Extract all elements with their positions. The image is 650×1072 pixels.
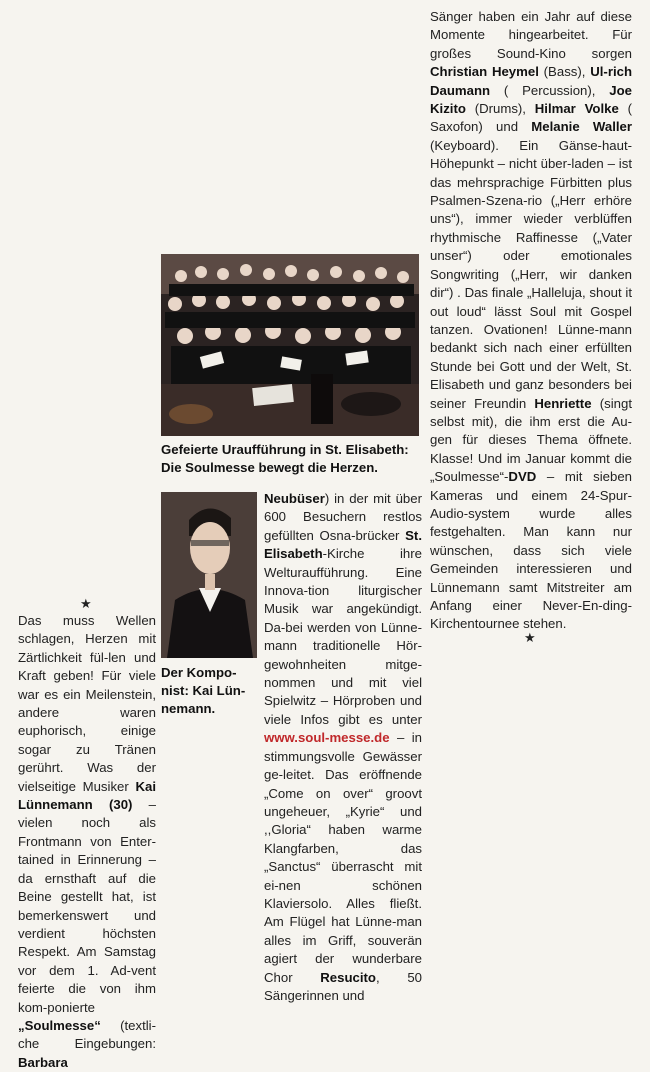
body-text: Sänger haben ein Jahr auf diese Momente hingearbeitet. Für großes Sound-Kino sorgen (430, 9, 632, 61)
body-text: ( Percussion), (490, 82, 610, 98)
person-name: Kai Lünnemann (30) (18, 778, 156, 813)
composer-photo-caption: Der Kompo-nist: Kai Lün-nemann. (161, 665, 246, 716)
article-column-middle (264, 490, 422, 1005)
choir-name: Resucito (320, 969, 376, 985)
person-name: Melanie Waller (531, 119, 632, 135)
composer-photo (161, 492, 257, 658)
body-text: , 50 Sängerinnen und (264, 969, 423, 1003)
person-name: Hilmar Volke (534, 101, 619, 117)
body-text: (Drums), (465, 101, 535, 117)
person-name: Christian Heymel (430, 64, 539, 80)
work-title: „Soulmesse“ (18, 1017, 101, 1033)
body-text: (Keyboard). Ein Gänse-haut-Höhepunkt – nicht über-laden – ist das mehrsprachige Fürbitten plus Psalmen-Szena-rio („Herr erhöre uns“), immer wieder verblüffen rhythmische Raffinesse („Vater unser“) oder emotionales Songwriting („Herr, wir danken dir“) . Das finale „Halleluja, shout it out loud“ lässt Soul mit Gospel tanzen. Ovationen! Lünne-mann bedankt sich nach einer erfüllten Stunde bei Gott und der Welt, St. Elisabeth und ganz besonders bei seiner Freundin (430, 137, 632, 411)
body-text: Das muss Wellen schlagen, Herzen mit Zärtlichkeit fül-len und Kraft geben! Für viele war es ein Meilenstein, andere waren euphorisch, einige sogar zu Tränen gerührt. Was der vielseitige Musiker (18, 613, 156, 794)
body-text: – vielen noch als Frontmann von Enter-tained in Erinnerung – da ernsthaft auf die Beine gestellt hat, ist bemerkenswert und verdient höchsten Respekt. Am Samstag vor dem 1. Ad-vent feierte die von ihm kom-ponierte (18, 797, 156, 1015)
star-ornament-top: ★ (80, 596, 92, 611)
choir-photo-caption: Gefeierte Uraufführung in St. Elisabeth: Die Soulmesse bewegt die Herzen. (161, 442, 409, 475)
person-name: Joe Kizito (430, 82, 632, 117)
body-text: ( Saxofon) und (430, 101, 632, 135)
body-text: (textli-che Eingebungen: (18, 1017, 156, 1052)
body-text: – mit sieben Kameras und einem 24-Spur-Audio-system wurde alles festgehalten. Man kann nur wünschen, dass sich viele Gemeinden interessieren und Lünnemann samt Mitstreiter am Anfang einer Never-En-ding-Kirchentournee stehen. (430, 469, 632, 632)
article-column-left (18, 612, 156, 1072)
body-text: – in stimmungsvolle Gewässer ge-leitet. Das eröffnende „Come on over“ groovt ungeheuer, „Kyrie“ und ,,Gloria“ haben warme Klangfarben, das „Sanctus“ überrascht mit ei-nen schönen Klaviersolo. Alles fließt. Am Flügel hat Lünne-man alles im Griff, souverän agiert der wunderbare Chor (264, 730, 422, 985)
person-name: Neubüser (264, 491, 325, 506)
place-name: St. Elisabeth (264, 527, 422, 562)
star-ornament-end: ★ (524, 630, 536, 645)
article-column-right (430, 8, 632, 634)
person-name: Henriette (534, 395, 592, 411)
choir-photo (161, 254, 419, 436)
product-name: DVD (508, 469, 537, 485)
body-text: (singt selbst mit), die ihm erst die Au-gen für dieses Thema öffnete. Klasse! Und im Januar kommt die „Soulmesse“- (430, 395, 632, 485)
body-text: -Kirche ihre Welturaufführung. Eine Innova-tion liturgischer Musik war angekündigt. Da-bei werden von Lünne-mann traditionelle Hör-gewohnheiten mitge-nommen und mit viel Spielwitz – Hörproben und viele Infos gibt es unter (264, 546, 422, 727)
body-text: (Bass), (538, 64, 591, 80)
person-name: Ul-rich Daumann (430, 64, 632, 98)
website-link[interactable]: www.soul-messe.de (264, 730, 390, 746)
person-name: Barbara (18, 1054, 68, 1070)
body-text: ) in der mit über 600 Besuchern restlos gefüllten Osna-brücker (264, 491, 422, 543)
